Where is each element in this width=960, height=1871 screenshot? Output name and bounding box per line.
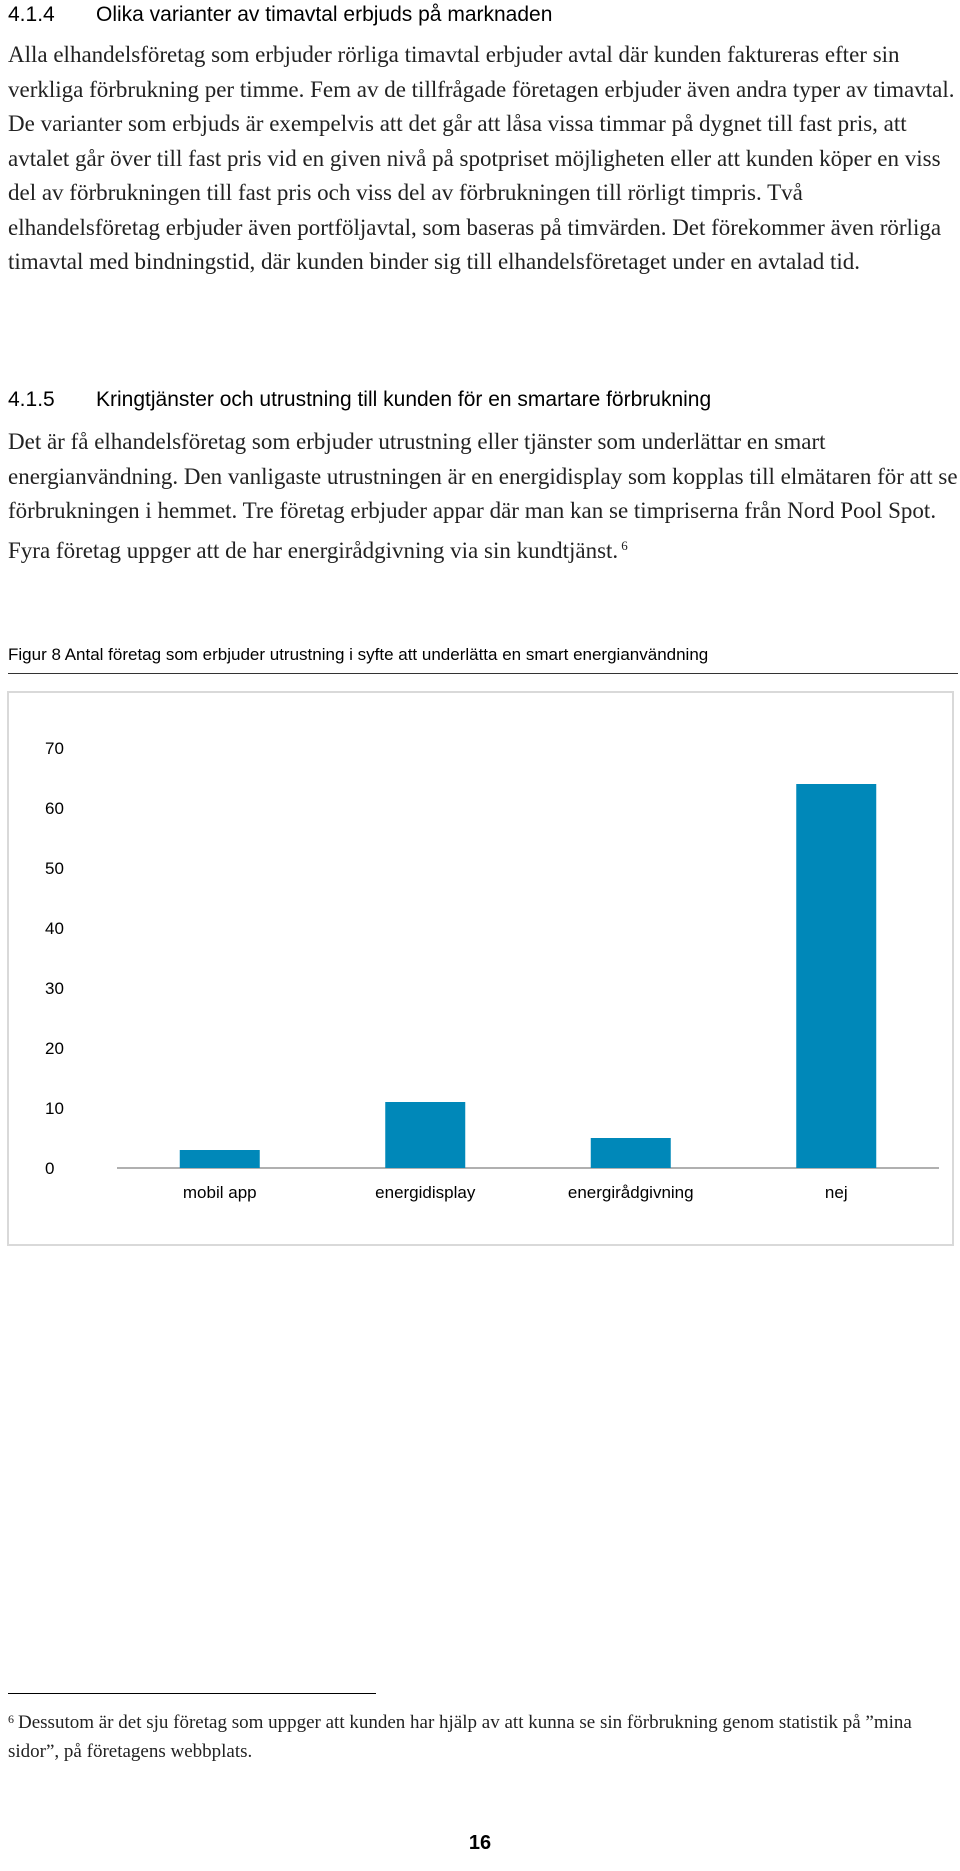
y-tick-label: 40 — [45, 919, 64, 938]
y-tick-label: 10 — [45, 1099, 64, 1118]
bar-chart — [9, 693, 952, 1244]
section-4-1-4-paragraph: Alla elhandelsföretag som erbjuder rörliga timavtal erbjuder avtal där kunden faktureras efter sin verkliga förbrukning per timme. Fem av de tillfrågade företagen erbjuder även andra typer av timavtal. De varianter som erbjuds är exempelvis att det går att låsa vissa timmar på dygnet till fast pris, att avtalet går över till fast pris vid en given nivå på spotpriset möjligheten eller att kunden köper en viss del av förbrukningen till fast pris och viss del av förbrukningen till rörligt timpris. Två elhandelsföretag erbjuder även portföljavtal, som baseras på timvärden. Det förekommer även rörliga timavtal med bindningstid, där kunden binder sig till elhandelsföretaget under en avtalad tid. — [8, 42, 955, 274]
y-tick-label: 50 — [45, 859, 64, 878]
bar-mobil-app — [180, 1150, 260, 1168]
footnote-text: Dessutom är det sju företag som uppger att kunden har hjälp av att kunna se sin förbrukning genom statistik på ”mina sidor”, på företagens webbplats. — [8, 1712, 912, 1762]
x-category-label: energidisplay — [375, 1183, 476, 1202]
y-tick-label: 70 — [45, 739, 64, 758]
section-title: Kringtjänster och utrustning till kunden för en smartare förbrukning — [96, 388, 712, 411]
footnote-reference: 6 — [621, 537, 628, 553]
footnote-mark: 6 — [8, 1712, 14, 1726]
y-tick-label: 0 — [45, 1159, 55, 1178]
section-4-1-5-paragraph — [8, 425, 958, 568]
bar-energidisplay — [385, 1102, 465, 1168]
y-tick-label: 60 — [45, 799, 64, 818]
caption-divider — [8, 673, 958, 674]
footnote — [8, 1705, 958, 1766]
page-number: 16 — [468, 1832, 492, 1854]
footnote-divider — [8, 1693, 376, 1694]
y-tick-label: 30 — [45, 979, 64, 998]
section-title: Olika varianter av timavtal erbjuds på marknaden — [96, 3, 553, 26]
bar-nej — [796, 784, 876, 1168]
bar-chart-frame — [7, 691, 954, 1246]
x-category-label: energirådgivning — [567, 1183, 694, 1202]
section-heading-4-1-4 — [8, 1, 552, 29]
section-heading-4-1-5 — [8, 386, 711, 414]
x-category-label: nej — [824, 1183, 848, 1202]
x-category-label: mobil app — [182, 1183, 257, 1202]
section-number: 4.1.5 — [8, 388, 55, 411]
y-tick-label: 20 — [45, 1039, 64, 1058]
figure-caption: Figur 8 Antal företag som erbjuder utrustning i syfte att underlätta en smart energianvändning — [8, 645, 709, 664]
section-number: 4.1.4 — [8, 3, 55, 26]
paragraph-text: Det är få elhandelsföretag som erbjuder utrustning eller tjänster som underlättar en smart energianvändning. Den vanligaste utrustningen är en energidisplay som kopplas till elmätaren för att se förbrukningen i hemmet. Tre företag erbjuder appar där man kan se timpriserna från Nord Pool Spot. Fyra företag uppger att de har energirådgivning via sin kundtjänst. — [8, 429, 958, 563]
bar-energirådgivning — [591, 1138, 671, 1168]
